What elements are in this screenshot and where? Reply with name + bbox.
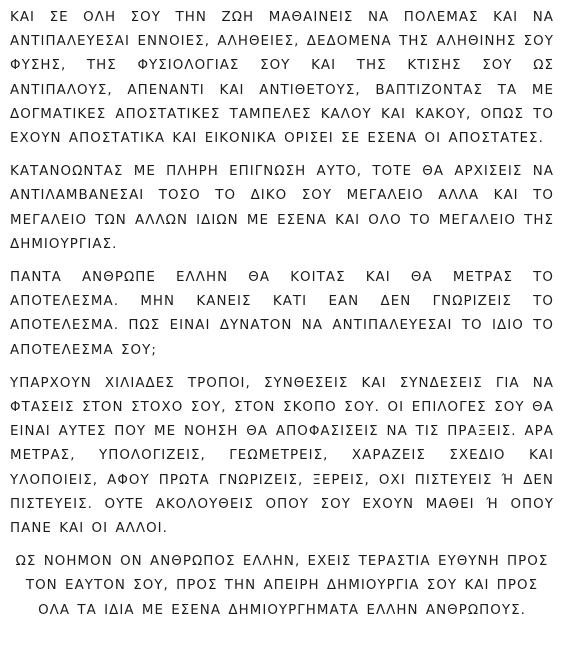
- paragraph-4: ΥΠΑΡΧΟΥΝ ΧΙΛΙΑΔΕΣ ΤΡΟΠΟΙ, ΣΥΝΘΕΣΕΙΣ ΚΑΙ ΣΥΝΔΕΣΕΙΣ ΓΙΑ ΝΑ ΦΤΑΣΕΙΣ ΣΤΟΝ ΣΤΟΧΟ ΣΟΥ, ΣΤΟΝ ΣΚΟΠΟ ΣΟΥ. ΟΙ ΕΠΙΛΟΓΕΣ ΣΟΥ ΘΑ ΕΙΝΑΙ ΑΥΤΕΣ ΠΟΥ ΜΕ ΝΟΗΣΗ ΘΑ ΑΠΟΦΑΣΙΣΕΙΣ ΝΑ ΤΙΣ ΠΡΑΞΕΙΣ. ΑΡΑ ΜΕΤΡΑΣ, ΥΠΟΛΟΓΙΖΕΙΣ, ΓΕΩΜΕΤΡΕΙΣ, ΧΑΡΑΖΕΙΣ ΣΧΕΔΙΟ ΚΑΙ ΥΛΟΠΟΙΕΙΣ, ΑΦΟΥ ΠΡΩΤΑ ΓΝΩΡΙΖΕΙΣ, ΞΕΡΕΙΣ, ΟΧΙ ΠΙΣΤΕΥΕΙΣ Ή ΔΕΝ ΠΙΣΤΕΥΕΙΣ. ΟΥΤΕ ΑΚΟΛΟΥΘΕΙΣ ΟΠΟΥ ΣΟΥ ΕΧΟΥΝ ΜΑΘΕΙ Ή ΟΠΟΥ ΠΑΝΕ ΚΑΙ ΟΙ ΑΛΛΟΙ.: [10, 375, 554, 537]
- paragraph-closing: ΩΣ ΝΟΗΜΟΝ ΟΝ ΑΝΘΡΩΠΟΣ ΕΛΛΗΝ, ΕΧΕΙΣ ΤΕΡΑΣΤΙΑ ΕΥΘΥΝΗ ΠΡΟΣ ΤΟΝ ΕΑΥΤΟΝ ΣΟΥ, ΠΡΟΣ ΤΗΝ ΑΠΕΙΡΗ ΔΗΜΙΟΥΡΓΙΑ ΣΟΥ ΚΑΙ ΠΡΟΣ ΟΛΑ ΤΑ ΙΔΙΑ ΜΕ ΕΣΕΝΑ ΔΗΜΙΟΥΡΓΗΜΑΤΑ ΕΛΛΗΝ ΑΝΘΡΩΠΟΥΣ.: [15, 554, 549, 618]
- paragraph-2: ΚΑΤΑΝΟΩΝΤΑΣ ΜΕ ΠΛΗΡΗ ΕΠΙΓΝΩΣΗ ΑΥΤΟ, ΤΟΤΕ ΘΑ ΑΡΧΙΣΕΙΣ ΝΑ ΑΝΤΙΛΑΜΒΑΝΕΣΑΙ ΤΟΣΟ ΤΟ ΔΙΚΟ ΣΟΥ ΜΕΓΑΛΕΙΟ ΑΛΛΑ ΚΑΙ ΤΟ ΜΕΓΑΛΕΙΟ ΤΩΝ ΑΛΛΩΝ ΙΔΙΩΝ ΜΕ ΕΣΕΝΑ ΚΑΙ ΟΛΟ ΤΟ ΜΕΓΑΛΕΙΟ ΤΗΣ ΔΗΜΙΟΥΡΓΙΑΣ.: [10, 164, 554, 252]
- paragraph-3: ΠΑΝΤΑ ΑΝΘΡΩΠΕ ΕΛΛΗΝ ΘΑ ΚΟΙΤΑΣ ΚΑΙ ΘΑ ΜΕΤΡΑΣ ΤΟ ΑΠΟΤΕΛΕΣΜΑ. ΜΗΝ ΚΑΝΕΙΣ ΚΑΤΙ ΕΑΝ ΔΕΝ ΓΝΩΡΙΖΕΙΣ ΤΟ ΑΠΟΤΕΛΕΣΜΑ. ΠΩΣ ΕΙΝΑΙ ΔΥΝΑΤΟΝ ΝΑ ΑΝΤΙΠΑΛΕΥΕΣΑΙ ΤΟ ΙΔΙΟ ΤΟ ΑΠΟΤΕΛΕΣΜΑ ΣΟΥ;: [10, 270, 554, 358]
- paragraph-1: ΚΑΙ ΣΕ ΟΛΗ ΣΟΥ ΤΗΝ ΖΩΗ ΜΑΘΑΙΝΕΙΣ ΝΑ ΠΟΛΕΜΑΣ ΚΑΙ ΝΑ ΑΝΤΙΠΑΛΕΥΕΣΑΙ ΕΝΝΟΙΕΣ, ΑΛΗΘΕΙΕΣ, ΔΕΔΟΜΕΝΑ ΤΗΣ ΑΛΗΘΙΝΗΣ ΣΟΥ ΦΥΣΗΣ, ΤΗΣ ΦΥΣΙΟΛΟΓΙΑΣ ΣΟΥ ΚΑΙ ΤΗΣ ΚΤΙΣΗΣ ΣΟΥ ΩΣ ΑΝΤΙΠΑΛΟΥΣ, ΑΠΕΝΑΝΤΙ ΚΑΙ ΑΝΤΙΘΕΤΟΥΣ, ΒΑΠΤΙΖΟΝΤΑΣ ΤΑ ΜΕ ΔΟΓΜΑΤΙΚΕΣ ΑΠΟΣΤΑΤΙΚΕΣ ΤΑΜΠΕΛΕΣ ΚΑΛΟΥ ΚΑΙ ΚΑΚΟΥ, ΟΠΩΣ ΤΟ ΕΧΟΥΝ ΑΠΟΣΤΑΤΙΚΑ ΚΑΙ ΕΙΚΟΝΙΚΑ ΟΡΙΣΕΙ ΣΕ ΕΣΕΝΑ ΟΙ ΑΠΟΣΤΑΤΕΣ.: [10, 10, 554, 147]
- document-page: [10, 6, 554, 623]
